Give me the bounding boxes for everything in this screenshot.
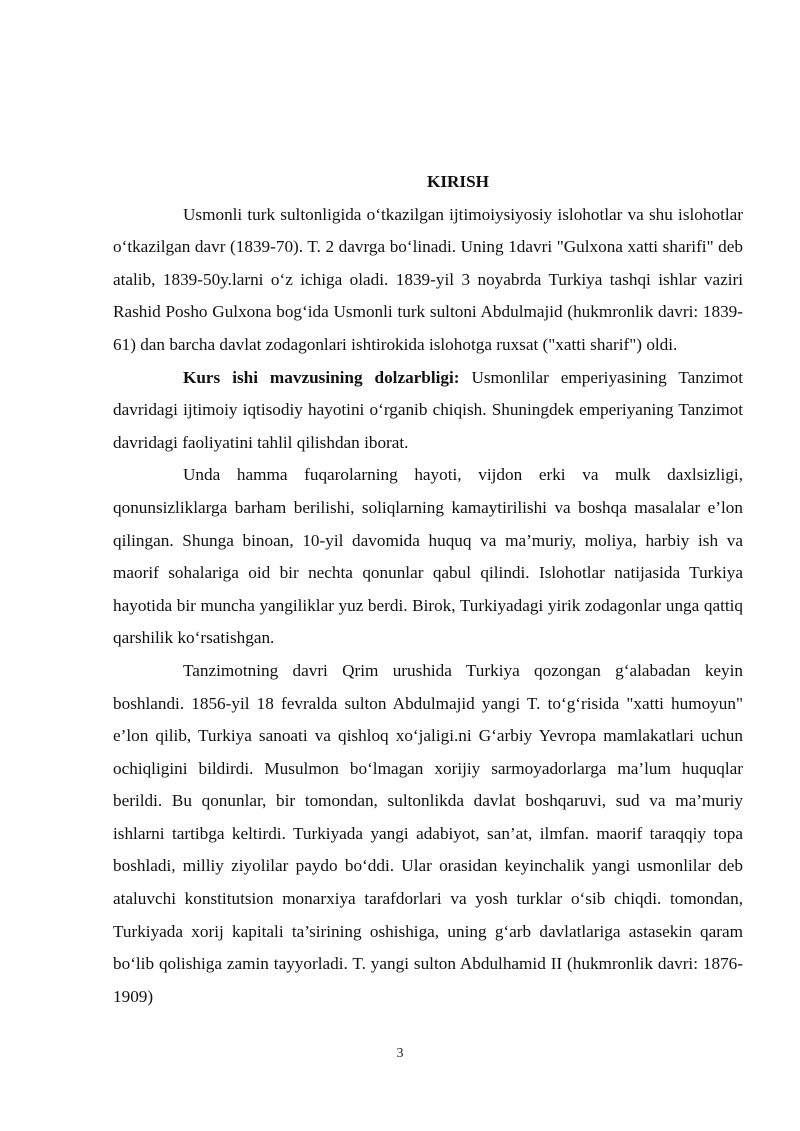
paragraph-1-text: Usmonli turk sultonligida o‘tkazilgan ijtimoiysiyosiy islohotlar va shu islohotlar o‘tkazilgan davr (1839-70). T. 2 davrga bo‘linadi. Uning 1davri "Gulxona xatti sharifi" deb atalib, 1839-50y.larni o‘z ichiga oladi. 1839-yil 3 noyabrda Turkiya tashqi ishlar vaziri Rashid Posho Gulxona bog‘ida Usmonli turk sultoni Abdulmajid (hukmronlik davri: 1839-61) dan barcha davlat zodagonlari ishtirokida islohotga ruxsat ("xatti sharif") oldi. bbox=[113, 204, 743, 354]
page-content bbox=[113, 166, 743, 1013]
paragraph-2-text: Usmonlilar emperiyasining Tanzimot davridagi ijtimoiy iqtisodiy hayotini o‘rganib chiqish. Shuningdek emperiyaning Tanzimot davridagi faoliyatini tahlil qilishdan iborat. bbox=[113, 367, 743, 452]
paragraph-2-lead: Kurs ishi mavzusining dolzarbligi: bbox=[183, 367, 460, 387]
paragraph-4-text: Tanzimotning davri Qrim urushida Turkiya qozongan g‘alabadan keyin boshlandi. 1856-yil 18 fevralda sulton Abdulmajid yangi T. to‘g‘risida "xatti humoyun" e’lon qilib, Turkiya sanoati va qishloq xo‘jaligi.ni G‘arbiy Yevropa mamlakatlari uchun ochiqligini bildirdi. Musulmon bo‘lmagan xorijiy sarmoyadorlarga ma’lum huquqlar berildi. Bu qonunlar, bir tomondan, sultonlikda davlat boshqaruvi, sud va ma’muriy ishlarni tartibga keltirdi. Turkiyada yangi adabiyot, san’at, ilmfan. maorif taraqqiy topa boshladi, milliy ziyolilar paydo bo‘ddi. Ular orasidan keyinchalik yangi usmonlilar deb ataluvchi konstitutsion monarxiya tarafdorlari va yosh turklar o‘sib chiqdi. tomondan, Turkiyada xorij kapitali ta’sirining oshishiga, uning g‘arb davlatlariga astasekin qaram bo‘lib qolishiga zamin tayyorladi. T. yangi sulton Abdulhamid II (hukmronlik davri: 1876-1909) bbox=[113, 660, 743, 1006]
paragraph-3 bbox=[113, 459, 743, 655]
page-title: KIRISH bbox=[426, 172, 490, 191]
paragraph-1 bbox=[113, 199, 743, 362]
paragraph-2 bbox=[113, 362, 743, 460]
paragraph-4 bbox=[113, 655, 743, 1014]
paragraph-3-text: Unda hamma fuqarolarning hayoti, vijdon erki va mulk daxlsizligi, qonunsizliklarga barham berilishi, soliqlarning kamaytirilishi va boshqa masalalar e’lon qilingan. Shunga binoan, 10-yil davomida huquq va ma’muriy, moliya, harbiy ish va maorif sohalariga oid bir nechta qonunlar qabul qilindi. Islohotlar natijasida Turkiya hayotida bir muncha yangiliklar yuz berdi. Birok, Turkiyadagi yirik zodagonlar unga qattiq qarshilik ko‘rsatishgan. bbox=[113, 465, 743, 648]
page-number: 3 bbox=[396, 1046, 404, 1061]
